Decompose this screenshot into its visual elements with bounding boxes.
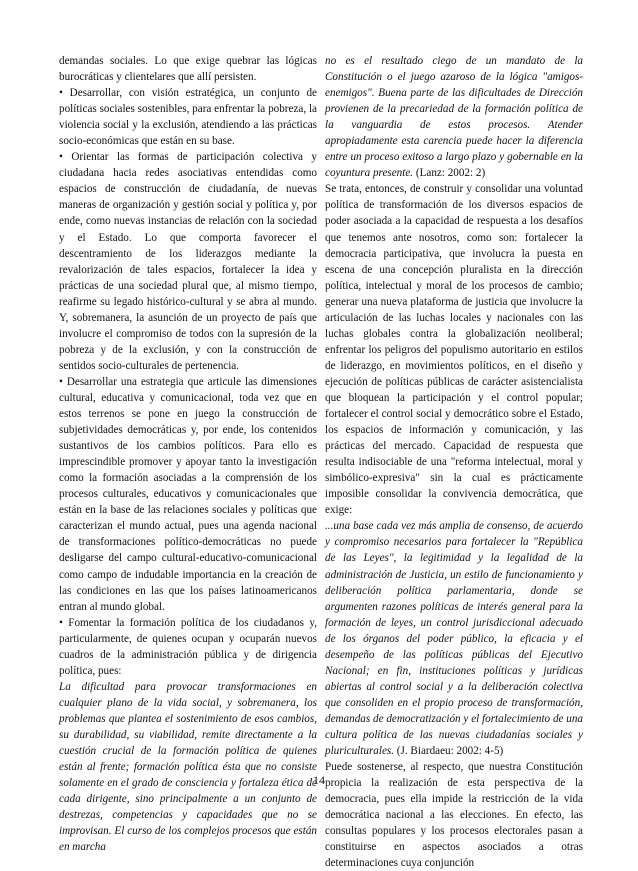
bullet-paragraph: • Fomentar la formación política de los ciudadanos y, particularmente, de quienes ocupan y ocuparán nuevos cuadros de la administración pública y de dirigencia política, pues:	[59, 616, 317, 677]
right-column	[325, 53, 583, 871]
bullet-paragraph: • Orientar las formas de participación colectiva y ciudadana hacia redes asociativas entendidas como espacios de construcción de ciudadanía, de nuevas maneras de organización y gestión social y política y, por ende, como nuevas instancias de relación con la sociedad y el Estado. Lo que comporta favorecer el descentramiento de los liderazgos mediante la revalorización de tales espacios, fortalecer la idea y prácticas de una sociedad plural que, al mismo tiempo, reafirme su legado histórico-cultural y se abra al mundo. Y, sobremanera, la asunción de un proyecto de país que involucre el compromiso de todos con la supresión de la pobreza y de la exclusión, y con la construcción de sentidos socio-culturales de pertenencia.	[59, 151, 317, 372]
citation: (J. Biardaeu: 2002: 4-5)	[394, 745, 504, 758]
quote-text: no es el resultado ciego de un mandato de la Constitución o el juego azaroso de la lógica "amigos-enemigos". Buena parte de las dificultades de Dirección provienen de la precariedad de la formación política de la vanguardia de estos procesos. Atender apropiadamente esta carencia puede hacer la diferencia entre un proceso exitoso a largo plazo y gobernable en la coyuntura presente.	[325, 55, 583, 180]
paragraph: demandas sociales. Lo que exige quebrar las lógicas burocráticas y clientelares que allí persisten.	[59, 55, 317, 84]
paragraph: Se trata, entonces, de construir y consolidar una voluntad política de transformación de los diversos espacios de poder asociada a la capacidad de respuesta a los desafíos que tenemos ante nosotros, como son: fortalecer la democracia participativa, que involucra la puesta en escena de una concepción pluralista en la dirección política, intelectual y moral de los procesos de cambio; generar una nueva plataforma de justicia que involucre la articulación de las luchas locales y nacionales con las luchas globales contra la globalización neoliberal; enfrentar los peligros del populismo autoritario en estilos de liderazgo, en movimientos políticos, en el diseño y ejecución de políticas públicas de carácter asistencialista que bloquean la participación y el control popular; fortalecer el control social y democrático sobre el Estado, los espacios de información y comunicación, y las prácticas del mercado. Capacidad de respuesta que resulta indisociable de una "reforma intelectual, moral y simbólico-expresiva" sin la cual es prácticamente imposible consolidar la convivencia democrática, que exige:	[325, 183, 583, 517]
left-column	[59, 53, 317, 855]
block-quote: La dificultad para provocar transformaciones en cualquier plano de la vida social, y sobremanera, los problemas que plantea el sostenimiento de esos cambios, su durabilidad, su viabilidad, remite directamente a la cuestión crucial de la formación política de quienes están al frente; formación política ésta que no consiste solamente en el grado de consciencia y fortaleza ética de cada dirigente, sino principalmente a un conjunto de destrezas, competencias y capacidades que no se improvisan. El curso de los complejos procesos que están en marcha	[59, 680, 317, 854]
citation: (Lanz: 2002: 2)	[413, 167, 486, 180]
block-quote-continued	[325, 53, 583, 181]
bullet-paragraph: • Desarrollar, con visión estratégica, un conjunto de políticas sociales sostenibles, para enfrentar la pobreza, la violencia social y la exclusión, atendiendo a las prácticas socio-económicas que están en su base.	[59, 87, 317, 148]
quote-text: ...una base cada vez más amplia de consenso, de acuerdo y compromiso necesarios para fortalecer la "República de las Leyes", la legitimidad y la legalidad de la administración de Justicia, un estilo de funcionamiento y deliberación política parlamentaria, donde se argumenten razones políticas de interés general para la formación de leyes, un control jurisdiccional adecuado de los órganos del poder público, la eficacia y el desempeño de las políticas públicas del Ejecutivo Nacional; en fin, instituciones políticas y jurídicas abiertas al control social y a la deliberación colectiva que consoliden en el propio proceso de transformación, demandas de democratización y el fortalecimiento de una cultura política de las nuevas ciudadanías sociales y pluriculturales.	[325, 520, 583, 758]
page-number: 14	[313, 773, 325, 787]
bullet-paragraph: • Desarrollar una estrategia que articule las dimensiones cultural, educativa y comunicacional, toda vez que en estos terrenos se pone en juego la construcción de subjetividades democráticas y, por ende, los contenidos sustantivos de los cambios políticos. Para ello es imprescindible promover y apoyar tanto la investigación como la formación asociadas a la comprensión de los procesos culturales, educativos y comunicacionales que están en la base de las relaciones sociales y políticas que caracterizan el mundo actual, pues una agenda nacional de transformaciones político-democráticas no puede desligarse del campo cultural-educativo-comunicacional como campo de indudable importancia en la creación de las condiciones en las que los países latinoamericanos entran al mundo global.	[59, 375, 317, 613]
block-quote	[325, 518, 583, 759]
paragraph: Puede sostenerse, al respecto, que nuestra Constitución propicia la realización de esta perspectiva de la democracia, pues ella impide la restricción de la vida democrática nacional a las elecciones. En efecto, las consultas populares y los procesos electorales pasan a constituirse en aspectos asociados a otras determinaciones cuya conjunción	[325, 761, 583, 870]
